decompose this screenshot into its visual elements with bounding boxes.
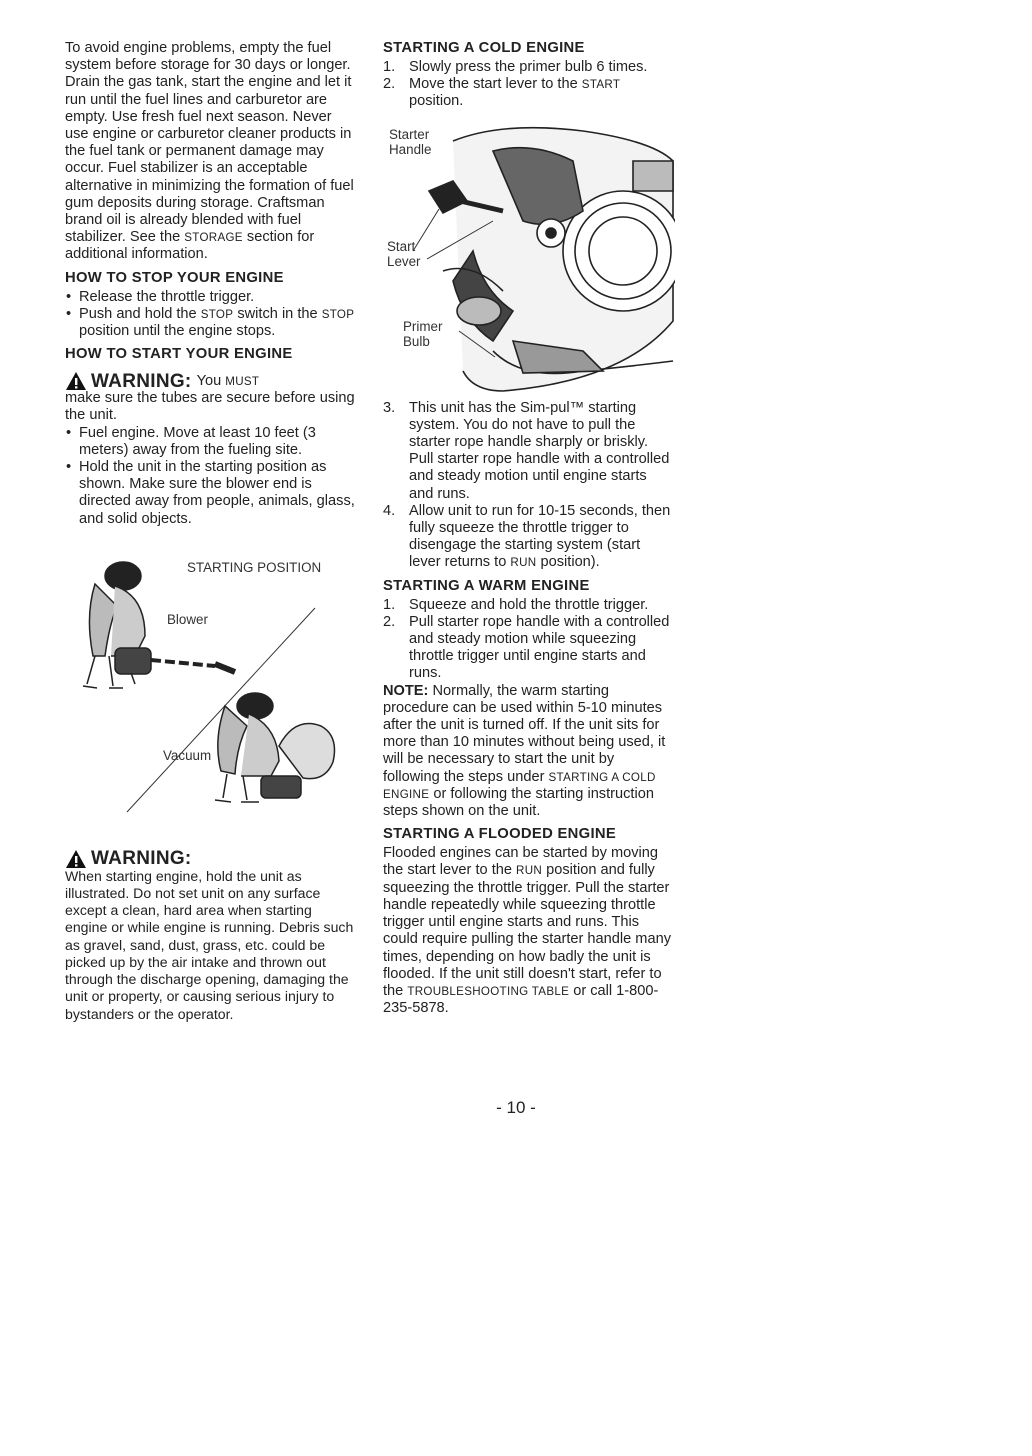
start-engine-list — [65, 425, 357, 528]
figure-title: STARTING POSITION — [187, 559, 322, 575]
start-engine-heading: HOW TO START YOUR ENGINE — [65, 346, 293, 363]
note-label: NOTE: — [383, 682, 429, 699]
figure-label-starter-handle: Starter Handle — [389, 126, 432, 157]
flooded-engine-heading: STARTING A FLOODED ENGINE — [383, 826, 617, 843]
list-item: • Push and hold the STOP switch in the STOP position until the engine stops. — [66, 305, 355, 340]
engine-controls-figure — [383, 121, 675, 401]
figure-label-primer-bulb: Primer Bulb — [403, 318, 443, 349]
right-column — [383, 40, 675, 1017]
note-paragraph: NOTE: Normally, the warm starting procedure can be used within 5-10 minutes after the unit is turned off. If the unit sits for more than 10 minutes without being used, it will be necessary to start the unit by following the steps under STARTING A COLD ENGINE or following the starting instruction steps shown on the unit. — [383, 682, 666, 820]
left-column — [65, 40, 357, 1023]
warning-2: WARNING: — [65, 849, 357, 869]
starting-position-illustration — [65, 556, 357, 826]
warning-triangle-icon — [65, 849, 87, 869]
figure-label-blower: Blower — [167, 611, 208, 627]
stop-engine-heading: HOW TO STOP YOUR ENGINE — [65, 269, 284, 286]
list-item: • Release the throttle trigger. — [66, 288, 255, 305]
warning-2-text: When starting engine, hold the unit as illustrated. Do not set unit on any surface except a clean, hard area when starting engine or while engine is running. Debris such as gravel, sand, dust, grass, etc. could be picked up by the air intake and thrown out through the discharge opening, damaging the unit or property, or causing serious injury to bystanders or the operator. — [65, 867, 354, 1022]
warm-engine-heading: STARTING A WARM ENGINE — [383, 577, 590, 594]
list-item: 3. This unit has the Sim-pul™ starting system. You do not have to pull the starter rope handle sharply or briskly. Pull starter rope handle with a controlled and steady motion until engine starts and runs. — [383, 399, 670, 502]
warning-triangle-icon — [65, 371, 87, 391]
list-item: 1. Slowly press the primer bulb 6 times. — [383, 59, 648, 75]
page-number: - 10 - — [496, 1098, 536, 1117]
list-item: 2. Move the start lever to the START position. — [383, 76, 621, 110]
list-item: 1. Squeeze and hold the throttle trigger. — [383, 596, 649, 613]
figure-label-vacuum: Vacuum — [163, 747, 212, 763]
list-item: • Fuel engine. Move at least 10 feet (3 meters) away from the fueling site. — [66, 424, 316, 458]
storage-ref: STORAGE — [184, 231, 243, 245]
flooded-engine-paragraph: Flooded engines can be started by moving the start lever to the RUN position and fully squeezing the throttle trigger. Pull the starter handle repeatedly while squeezing throttle trigger until engine starts and runs. This could require pulling the starter handle many times, depending on how badly the unit is flooded. If the unit still doesn't start, refer to the TROUBLESHOOTING TABLE or call 1-800-235-5878. — [383, 845, 671, 1017]
cold-engine-list — [383, 59, 675, 111]
list-item: 2. Pull starter rope handle with a controlled and steady motion while squeezing throttle trigger until engine starts and runs. — [383, 613, 670, 682]
warm-engine-list — [383, 597, 675, 683]
starting-position-figure — [65, 556, 357, 826]
list-item: • Hold the unit in the starting position as shown. Make sure the blower end is directed away from people, animals, glass, and solid objects. — [66, 459, 355, 527]
stop-engine-list — [65, 289, 357, 341]
warning-1: WARNING: You MUST — [65, 371, 357, 391]
cold-engine-heading: STARTING A COLD ENGINE — [383, 40, 585, 56]
warning-1-text: make sure the tubes are secure before using the unit. — [65, 390, 355, 424]
list-item: 4. Allow unit to run for 10-15 seconds, then fully squeeze the throttle trigger to disengage the starting system (start lever returns to RUN position). — [383, 502, 671, 571]
storage-paragraph: To avoid engine problems, empty the fuel system before storage for 30 days or longer. Drain the gas tank, start the engine and let it run until the fuel lines and carburetor are empty. Use fresh fuel next season. Never use engine or carburetor cleaner products in the fuel tank or permanent damage may occur. Fuel stabilizer is an acceptable alternative in minimizing the formation of fuel gum deposits during storage. Craftsman brand oil is already blended with fuel stabilizer. See the STORAGE section for additional information. — [65, 40, 354, 263]
figure-label-start-lever: Start Lever — [387, 238, 421, 269]
cold-engine-list-continued — [383, 400, 675, 572]
